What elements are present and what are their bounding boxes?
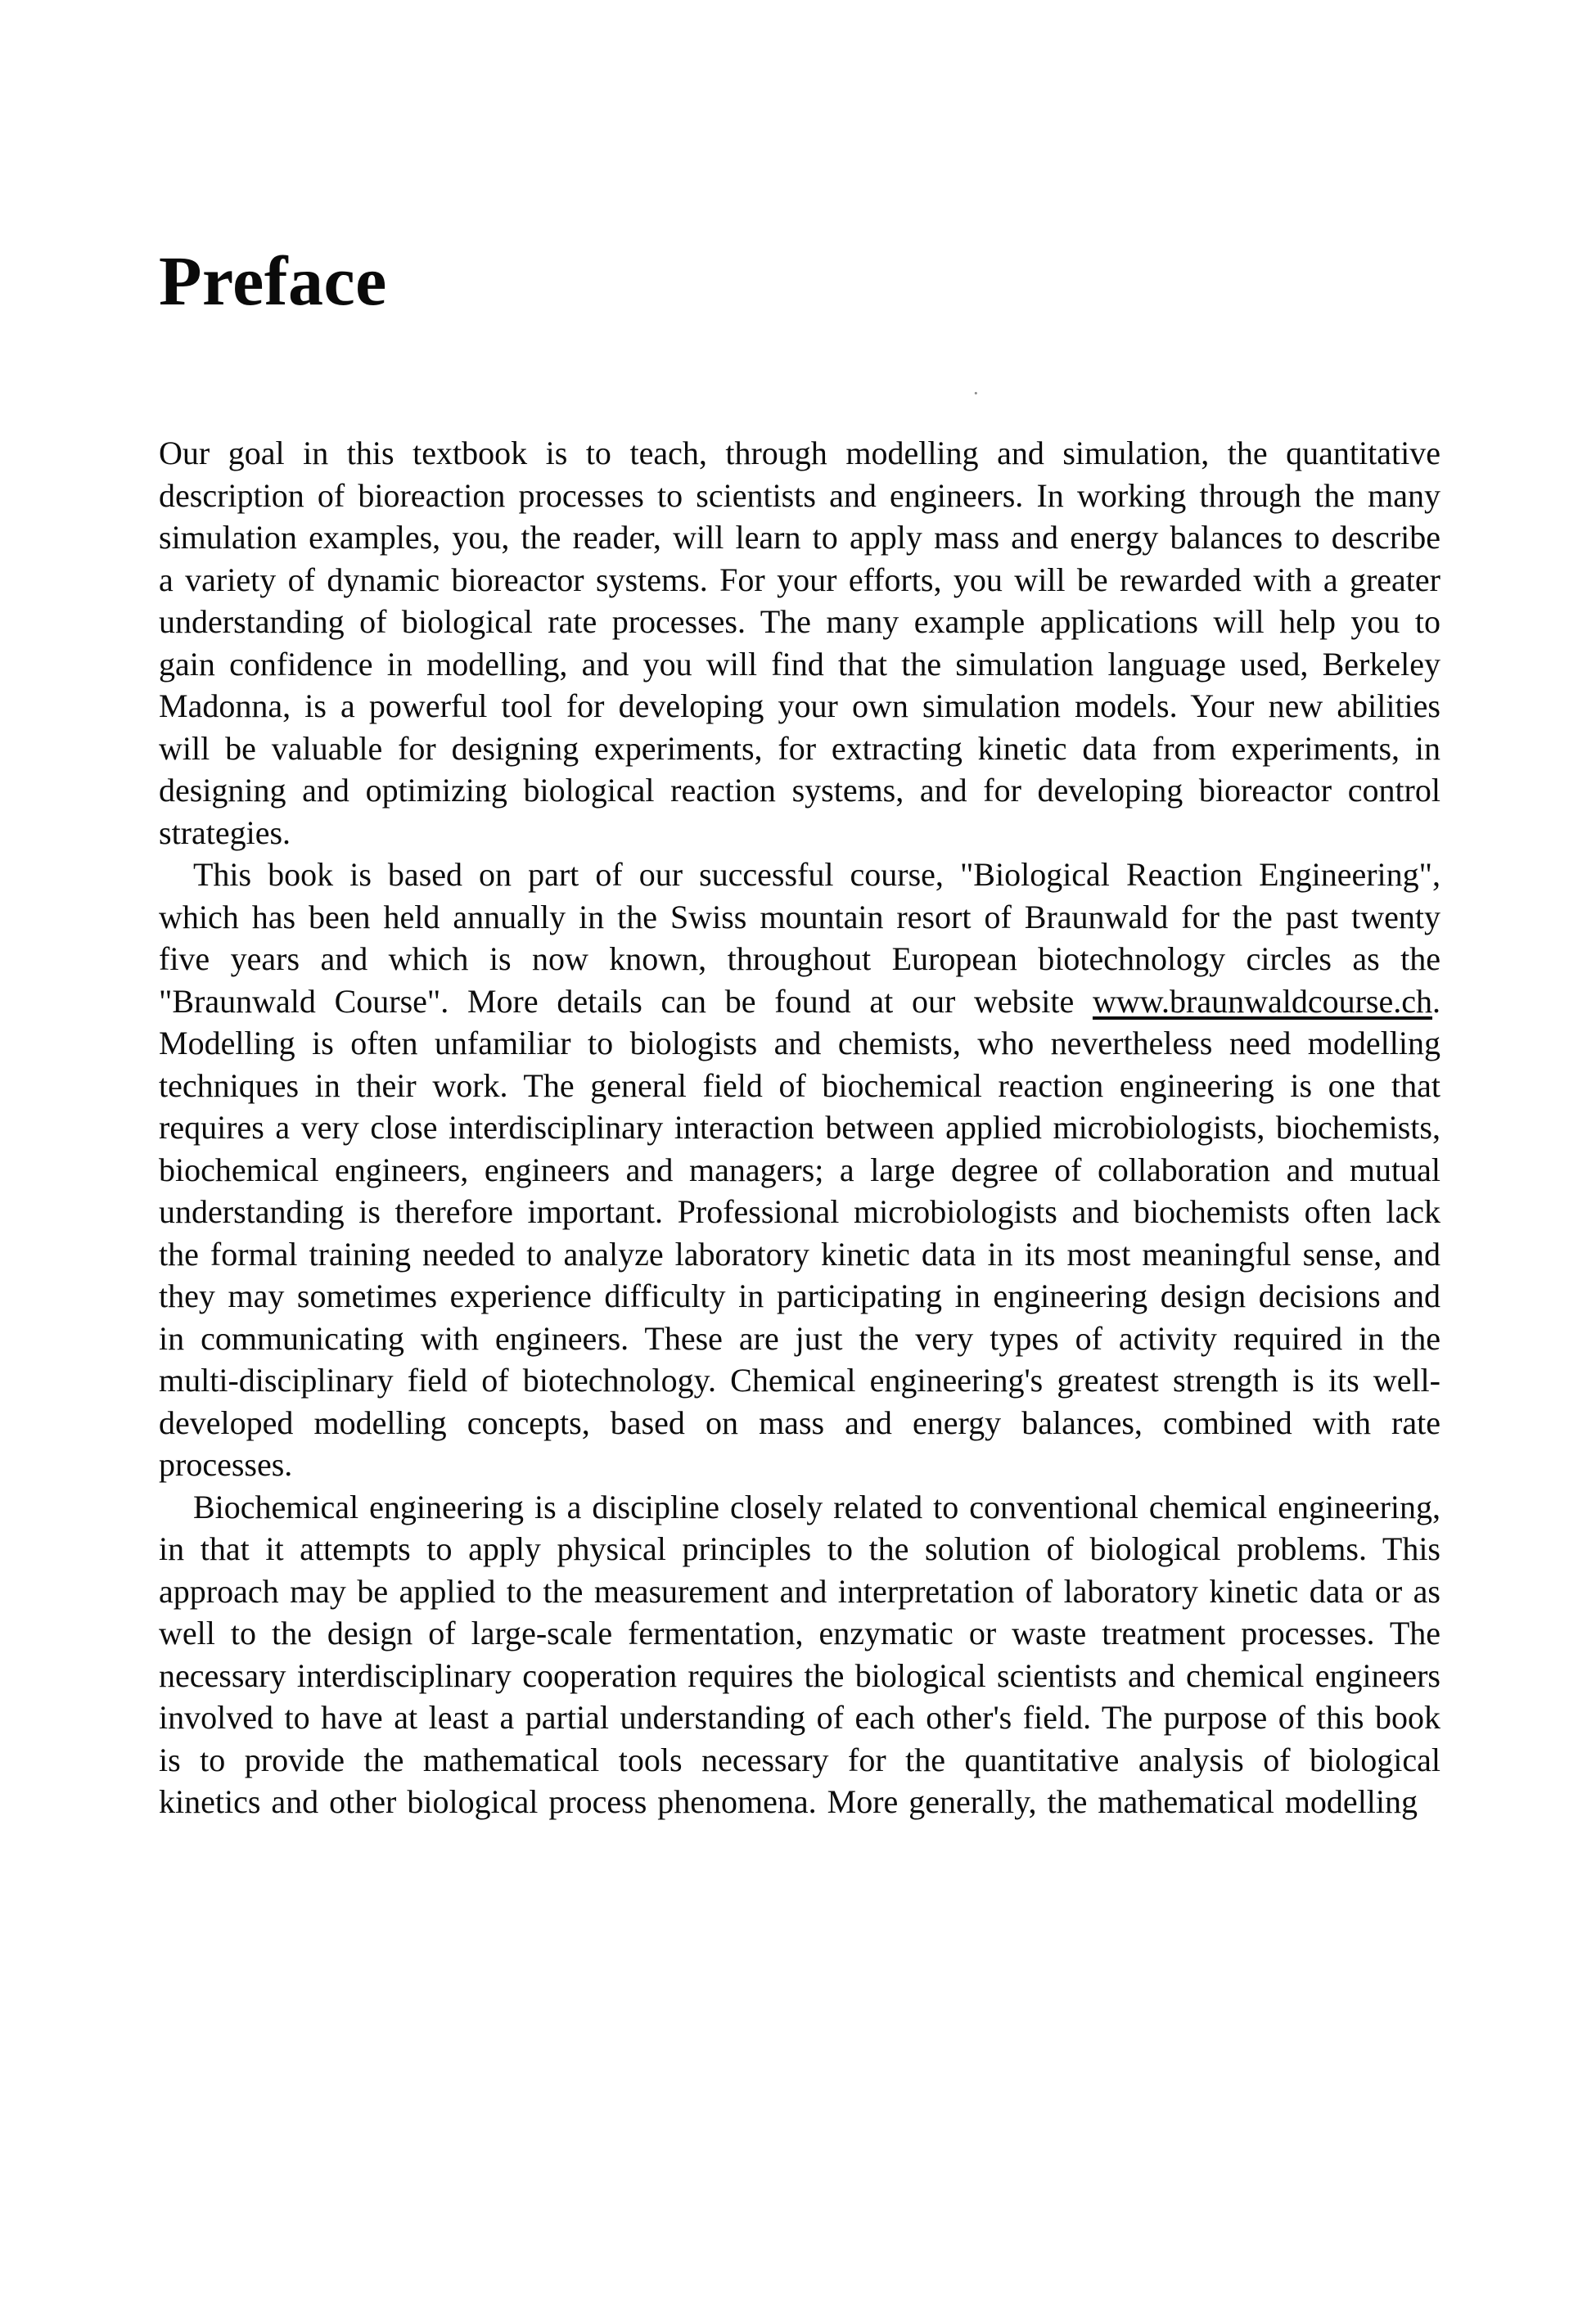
paragraph-2-text-before-link: This book is based on part of our successful course, "Biological Reaction Engineering", which has been held annually in the Swiss mountain resort of Braunwald for the past twenty five years and which is now known, throughout European biotechnology circles as the "Braunwald Course". More details can be found at our website <box>159 856 1440 1020</box>
paragraph-2 <box>159 854 1440 1486</box>
body-text <box>159 432 1440 1823</box>
preface-content <box>159 241 1440 1823</box>
paragraph-1: Our goal in this textbook is to teach, through modelling and simulation, the quantitative description of bioreaction processes to scientists and engineers. In working through the many simulation examples, you, the reader, will learn to apply mass and energy balances to describe a variety of dynamic bioreactor systems. For your efforts, you will be rewarded with a greater understanding of biological rate processes. The many example applications will help you to gain confidence in modelling, and you will find that the simulation language used, Berkeley Madonna, is a powerful tool for developing your own simulation models. Your new abilities will be valuable for designing experiments, for extracting kinetic data from experiments, in designing and optimizing biological reaction systems, and for developing bioreactor control strategies. <box>159 435 1440 851</box>
paragraph-3: Biochemical engineering is a discipline closely related to conventional chemical engineering, in that it attempts to apply physical principles to the solution of biological problems. This approach may be applied to the measurement and interpretation of laboratory kinetic data or as well to the design of large-scale fermentation, enzymatic or waste treatment processes. The necessary interdisciplinary cooperation requires the biological scientists and chemical engineers involved to have at least a partial understanding of each other's field. The purpose of this book is to provide the mathematical tools necessary for the quantitative analysis of biological kinetics and other biological process phenomena. More generally, the mathematical modelling <box>159 1488 1440 1820</box>
braunwald-course-link[interactable]: www.braunwaldcourse.ch <box>1092 982 1432 1020</box>
paragraph-2-text-after-link: . Modelling is often unfamiliar to biologists and chemists, who nevertheless need modelling techniques in their work. The general field of biochemical reaction engineering is one that requires a very close interdisciplinary interaction between applied microbiologists, biochemists, biochemical engineers, engineers and managers; a large degree of collaboration and mutual understanding is therefore important. Professional microbiologists and biochemists often lack the formal training needed to analyze laboratory kinetic data in its most meaningful sense, and they may sometimes experience difficulty in participating in engineering design decisions and in communicating with engineers. These are just the very types of activity required in the multi-disciplinary field of biotechnology. Chemical engineering's greatest strength is its well-developed modelling concepts, based on mass and energy balances, combined with rate processes. <box>159 982 1440 1483</box>
scan-speck: · <box>972 381 980 405</box>
page-title: Preface <box>159 241 387 320</box>
